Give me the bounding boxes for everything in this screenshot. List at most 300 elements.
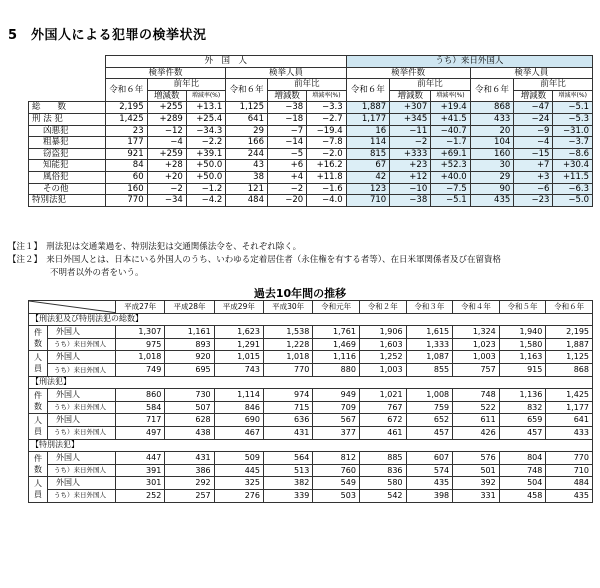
year-header: 平成27年	[116, 301, 165, 314]
section-label: 【特別法犯】	[29, 439, 593, 452]
value-cell: −2.7	[307, 113, 346, 125]
value-cell: 748	[499, 464, 546, 477]
value-cell: +345	[390, 113, 431, 125]
value-cell: 868	[546, 363, 593, 376]
persons-group-label: 人員	[29, 351, 48, 376]
value-cell: −12	[147, 125, 186, 137]
value-cell: 880	[313, 363, 360, 376]
value-cell: 743	[214, 363, 263, 376]
value-cell: 767	[359, 401, 406, 414]
trend-row	[29, 338, 593, 351]
value-cell: 1,003	[359, 363, 406, 376]
trend-table	[28, 300, 593, 503]
row-label: 知能犯	[29, 160, 106, 172]
value-cell: 1,469	[313, 338, 360, 351]
value-cell: 1,116	[313, 351, 360, 364]
value-cell: 435	[406, 477, 453, 490]
year-header: 令和３年	[406, 301, 453, 314]
value-cell: −4	[514, 137, 553, 149]
cases-group-label: 件数	[29, 389, 48, 414]
trend-row	[29, 464, 593, 477]
trend-row	[29, 489, 593, 502]
header-diff: 増減数	[390, 90, 431, 102]
value-cell: −15	[514, 148, 553, 160]
value-cell: 1,291	[214, 338, 263, 351]
value-cell: 1,163	[499, 351, 546, 364]
value-cell: +41.5	[431, 113, 470, 125]
summary-row	[29, 148, 593, 160]
header-diff: 増減数	[514, 90, 553, 102]
value-cell: 652	[406, 414, 453, 427]
value-cell: +50.0	[186, 160, 225, 172]
value-cell: −20	[268, 195, 307, 207]
value-cell: 20	[470, 125, 514, 137]
value-cell: 1,015	[214, 351, 263, 364]
value-cell: 160	[105, 183, 147, 195]
value-cell: 30	[470, 160, 514, 172]
value-cell: +4	[268, 171, 307, 183]
value-cell: 812	[313, 452, 360, 465]
value-cell: 915	[499, 363, 546, 376]
value-cell: 975	[116, 338, 165, 351]
value-cell: 695	[165, 363, 214, 376]
value-cell: 438	[165, 426, 214, 439]
value-cell: 1,324	[453, 326, 500, 339]
value-cell: +255	[147, 102, 186, 114]
value-cell: 759	[406, 401, 453, 414]
header-year: 令和６年	[470, 79, 514, 102]
row-label: うち）来日外国人	[48, 401, 116, 414]
value-cell: 43	[226, 160, 268, 172]
value-cell: 461	[359, 426, 406, 439]
value-cell: 611	[453, 414, 500, 427]
value-cell: 435	[546, 489, 593, 502]
value-cell: 457	[406, 426, 453, 439]
value-cell: 166	[226, 137, 268, 149]
trend-row	[29, 326, 593, 339]
value-cell: 392	[453, 477, 500, 490]
value-cell: 325	[214, 477, 263, 490]
value-cell: 1,021	[359, 389, 406, 402]
value-cell: 717	[116, 414, 165, 427]
value-cell: 433	[546, 426, 593, 439]
trend-row	[29, 351, 593, 364]
value-cell: 1,177	[346, 113, 390, 125]
value-cell: 276	[214, 489, 263, 502]
value-cell: −4.0	[307, 195, 346, 207]
value-cell: 949	[313, 389, 360, 402]
value-cell: +11.5	[553, 171, 593, 183]
trend-row	[29, 426, 593, 439]
value-cell: 1,887	[346, 102, 390, 114]
persons-group-label: 人員	[29, 414, 48, 439]
value-cell: 567	[313, 414, 360, 427]
header-rate: 増減率(%)	[431, 90, 470, 102]
value-cell: 23	[105, 125, 147, 137]
cases-group-label: 件数	[29, 452, 48, 477]
year-header: 令和元年	[313, 301, 360, 314]
value-cell: +28	[147, 160, 186, 172]
corner-cell	[29, 90, 106, 102]
value-cell: 391	[116, 464, 165, 477]
value-cell: −8.6	[553, 148, 593, 160]
row-label: 外国人	[48, 414, 116, 427]
year-header: 令和４年	[453, 301, 500, 314]
value-cell: 710	[546, 464, 593, 477]
value-cell: −38	[268, 102, 307, 114]
value-cell: 1,003	[453, 351, 500, 364]
value-cell: 672	[359, 414, 406, 427]
value-cell: −5.0	[553, 195, 593, 207]
crime-summary-table	[28, 55, 593, 207]
summary-row	[29, 137, 593, 149]
value-cell: +333	[390, 148, 431, 160]
value-cell: 584	[116, 401, 165, 414]
summary-row	[29, 195, 593, 207]
value-cell: 770	[546, 452, 593, 465]
value-cell: 1,307	[116, 326, 165, 339]
value-cell: 67	[346, 160, 390, 172]
value-cell: 513	[263, 464, 312, 477]
value-cell: 60	[105, 171, 147, 183]
row-label: 凶悪犯	[29, 125, 106, 137]
value-cell: 386	[165, 464, 214, 477]
summary-row	[29, 125, 593, 137]
value-cell: 920	[165, 351, 214, 364]
value-cell: 2,195	[105, 102, 147, 114]
header-cases: 検挙件数	[105, 67, 225, 79]
row-label: うち）来日外国人	[48, 426, 116, 439]
value-cell: 433	[470, 113, 514, 125]
value-cell: 715	[263, 401, 312, 414]
value-cell: 522	[453, 401, 500, 414]
value-cell: −40.7	[431, 125, 470, 137]
value-cell: 542	[359, 489, 406, 502]
value-cell: 458	[499, 489, 546, 502]
value-cell: 832	[499, 401, 546, 414]
value-cell: −34.3	[186, 125, 225, 137]
summary-row	[29, 160, 593, 172]
value-cell: −5	[268, 148, 307, 160]
trend-row	[29, 452, 593, 465]
value-cell: +12	[390, 171, 431, 183]
summary-row	[29, 102, 593, 114]
value-cell: −24	[514, 113, 553, 125]
trend-row	[29, 363, 593, 376]
header-diff: 増減数	[268, 90, 307, 102]
value-cell: 749	[116, 363, 165, 376]
value-cell: 431	[263, 426, 312, 439]
value-cell: 748	[453, 389, 500, 402]
value-cell: 377	[313, 426, 360, 439]
value-cell: 1,538	[263, 326, 312, 339]
value-cell: +11.8	[307, 171, 346, 183]
value-cell: −14	[268, 137, 307, 149]
value-cell: −19.4	[307, 125, 346, 137]
value-cell: −1.6	[307, 183, 346, 195]
value-cell: 636	[263, 414, 312, 427]
header-rate: 増減率(%)	[553, 90, 593, 102]
value-cell: −11	[390, 125, 431, 137]
value-cell: 836	[359, 464, 406, 477]
value-cell: +259	[147, 148, 186, 160]
value-cell: 382	[263, 477, 312, 490]
value-cell: 885	[359, 452, 406, 465]
value-cell: −7.5	[431, 183, 470, 195]
value-cell: −2	[147, 183, 186, 195]
notes	[8, 241, 501, 280]
value-cell: 690	[214, 414, 263, 427]
value-cell: −3.7	[553, 137, 593, 149]
row-label: 外国人	[48, 326, 116, 339]
value-cell: 1,018	[116, 351, 165, 364]
value-cell: 457	[499, 426, 546, 439]
row-label: うち）来日外国人	[48, 489, 116, 502]
value-cell: 431	[165, 452, 214, 465]
value-cell: 160	[470, 148, 514, 160]
value-cell: 1,228	[263, 338, 312, 351]
corner-cell	[29, 56, 106, 91]
value-cell: +52.3	[431, 160, 470, 172]
value-cell: −1.7	[431, 137, 470, 149]
value-cell: 484	[226, 195, 268, 207]
value-cell: −31.0	[553, 125, 593, 137]
value-cell: +30.4	[553, 160, 593, 172]
trend-row	[29, 477, 593, 490]
value-cell: −34	[147, 195, 186, 207]
row-label: 窃盗犯	[29, 148, 106, 160]
header-prev: 前年比	[147, 79, 226, 91]
value-cell: 177	[105, 137, 147, 149]
value-cell: 846	[214, 401, 263, 414]
row-label: うち）来日外国人	[48, 363, 116, 376]
row-label: 風俗犯	[29, 171, 106, 183]
value-cell: 730	[165, 389, 214, 402]
value-cell: −2	[268, 183, 307, 195]
header-rate: 増減率(%)	[307, 90, 346, 102]
value-cell: 1,023	[453, 338, 500, 351]
value-cell: 1,008	[406, 389, 453, 402]
value-cell: 815	[346, 148, 390, 160]
header-year: 令和６年	[105, 79, 147, 102]
summary-row	[29, 171, 593, 183]
value-cell: +69.1	[431, 148, 470, 160]
value-cell: −47	[514, 102, 553, 114]
page-title: 5 外国人による犯罪の検挙状況	[8, 28, 207, 43]
header-prev: 前年比	[514, 79, 593, 91]
value-cell: 497	[116, 426, 165, 439]
note-1: 【注１】 刑法犯は交通業過を、特別法犯は交通関係法令を、それぞれ除く。	[8, 242, 302, 252]
value-cell: 770	[263, 363, 312, 376]
value-cell: −10	[390, 183, 431, 195]
row-label: 刑 法 犯	[29, 113, 106, 125]
section-label: 【刑法犯及び特別法犯の総数】	[29, 313, 593, 326]
value-cell: 1,177	[546, 401, 593, 414]
value-cell: 576	[453, 452, 500, 465]
value-cell: 804	[499, 452, 546, 465]
value-cell: −4	[147, 137, 186, 149]
value-cell: +39.1	[186, 148, 225, 160]
trend-row	[29, 401, 593, 414]
year-header: 平成28年	[165, 301, 214, 314]
value-cell: 709	[313, 401, 360, 414]
row-label: うち）来日外国人	[48, 338, 116, 351]
value-cell: 1,615	[406, 326, 453, 339]
value-cell: 501	[453, 464, 500, 477]
value-cell: +289	[147, 113, 186, 125]
value-cell: −5.1	[431, 195, 470, 207]
header-visitors: うち）来日外国人	[346, 56, 592, 68]
header-year: 令和６年	[346, 79, 390, 102]
value-cell: 921	[105, 148, 147, 160]
corner-diagonal-cell	[29, 301, 116, 314]
value-cell: +20	[147, 171, 186, 183]
value-cell: 301	[116, 477, 165, 490]
value-cell: −18	[268, 113, 307, 125]
year-header: 令和２年	[359, 301, 406, 314]
header-rate: 増減率(%)	[186, 90, 225, 102]
value-cell: +307	[390, 102, 431, 114]
header-cases: 検挙件数	[346, 67, 470, 79]
note-2: 【注２】 来日外国人とは、日本にいる外国人のうち、いわゆる定着居住者（永住権を有する者等）、在日米軍関係者及び在留資格	[8, 255, 502, 265]
persons-group-label: 人員	[29, 477, 48, 502]
summary-row	[29, 183, 593, 195]
value-cell: +7	[514, 160, 553, 172]
year-header: 平成29年	[214, 301, 263, 314]
value-cell: +13.1	[186, 102, 225, 114]
value-cell: 435	[470, 195, 514, 207]
value-cell: 641	[226, 113, 268, 125]
value-cell: −9	[514, 125, 553, 137]
value-cell: −4.2	[186, 195, 225, 207]
value-cell: 860	[116, 389, 165, 402]
value-cell: 331	[453, 489, 500, 502]
value-cell: +25.4	[186, 113, 225, 125]
value-cell: 2,195	[546, 326, 593, 339]
value-cell: +19.4	[431, 102, 470, 114]
value-cell: 252	[116, 489, 165, 502]
value-cell: 121	[226, 183, 268, 195]
header-persons: 検挙人員	[470, 67, 592, 79]
note-2-cont: 不明者以外の者をいう。	[50, 268, 144, 278]
value-cell: −7	[268, 125, 307, 137]
value-cell: 607	[406, 452, 453, 465]
trend-row	[29, 414, 593, 427]
value-cell: 1,887	[546, 338, 593, 351]
value-cell: 1,114	[214, 389, 263, 402]
value-cell: −6	[514, 183, 553, 195]
value-cell: 974	[263, 389, 312, 402]
value-cell: 123	[346, 183, 390, 195]
value-cell: 84	[105, 160, 147, 172]
value-cell: 507	[165, 401, 214, 414]
value-cell: 641	[546, 414, 593, 427]
cases-group-label: 件数	[29, 326, 48, 351]
summary-row	[29, 113, 593, 125]
value-cell: 770	[105, 195, 147, 207]
value-cell: 1,906	[359, 326, 406, 339]
year-header: 令和６年	[546, 301, 593, 314]
value-cell: 292	[165, 477, 214, 490]
row-label: 外国人	[48, 389, 116, 402]
value-cell: 257	[165, 489, 214, 502]
value-cell: 1,425	[105, 113, 147, 125]
value-cell: 1,940	[499, 326, 546, 339]
value-cell: 1,252	[359, 351, 406, 364]
value-cell: +50.0	[186, 171, 225, 183]
value-cell: 760	[313, 464, 360, 477]
value-cell: 855	[406, 363, 453, 376]
value-cell: 1,161	[165, 326, 214, 339]
value-cell: 1,580	[499, 338, 546, 351]
row-label: うち）来日外国人	[48, 464, 116, 477]
row-label: 粗暴犯	[29, 137, 106, 149]
value-cell: 398	[406, 489, 453, 502]
value-cell: 868	[470, 102, 514, 114]
value-cell: 1,125	[546, 351, 593, 364]
row-label: 総 数	[29, 102, 106, 114]
value-cell: 244	[226, 148, 268, 160]
value-cell: 104	[470, 137, 514, 149]
value-cell: 426	[453, 426, 500, 439]
value-cell: 1,087	[406, 351, 453, 364]
value-cell: 29	[226, 125, 268, 137]
value-cell: +6	[268, 160, 307, 172]
value-cell: −3.3	[307, 102, 346, 114]
year-header: 平成30年	[263, 301, 312, 314]
value-cell: −1.2	[186, 183, 225, 195]
value-cell: 509	[214, 452, 263, 465]
value-cell: +16.2	[307, 160, 346, 172]
header-prev: 前年比	[268, 79, 347, 91]
trend-table-title: 過去10年間の推移	[253, 287, 347, 300]
value-cell: 757	[453, 363, 500, 376]
value-cell: 1,125	[226, 102, 268, 114]
value-cell: 1,425	[546, 389, 593, 402]
value-cell: 504	[499, 477, 546, 490]
section-label: 【刑法犯】	[29, 376, 593, 389]
row-label: 特別法犯	[29, 195, 106, 207]
row-label: 外国人	[48, 452, 116, 465]
value-cell: −38	[390, 195, 431, 207]
value-cell: 503	[313, 489, 360, 502]
value-cell: −6.3	[553, 183, 593, 195]
value-cell: 1,623	[214, 326, 263, 339]
value-cell: 447	[116, 452, 165, 465]
value-cell: 339	[263, 489, 312, 502]
value-cell: −2.0	[307, 148, 346, 160]
value-cell: 710	[346, 195, 390, 207]
header-diff: 増減数	[147, 90, 186, 102]
header-prev: 前年比	[390, 79, 470, 91]
value-cell: 467	[214, 426, 263, 439]
row-label: その他	[29, 183, 106, 195]
value-cell: 484	[546, 477, 593, 490]
value-cell: 1,333	[406, 338, 453, 351]
value-cell: +23	[390, 160, 431, 172]
value-cell: −5.1	[553, 102, 593, 114]
value-cell: 659	[499, 414, 546, 427]
value-cell: 893	[165, 338, 214, 351]
row-label: 外国人	[48, 351, 116, 364]
value-cell: 38	[226, 171, 268, 183]
trend-row	[29, 389, 593, 402]
value-cell: −5.3	[553, 113, 593, 125]
value-cell: −7.8	[307, 137, 346, 149]
value-cell: 1,603	[359, 338, 406, 351]
value-cell: −2	[390, 137, 431, 149]
value-cell: 580	[359, 477, 406, 490]
